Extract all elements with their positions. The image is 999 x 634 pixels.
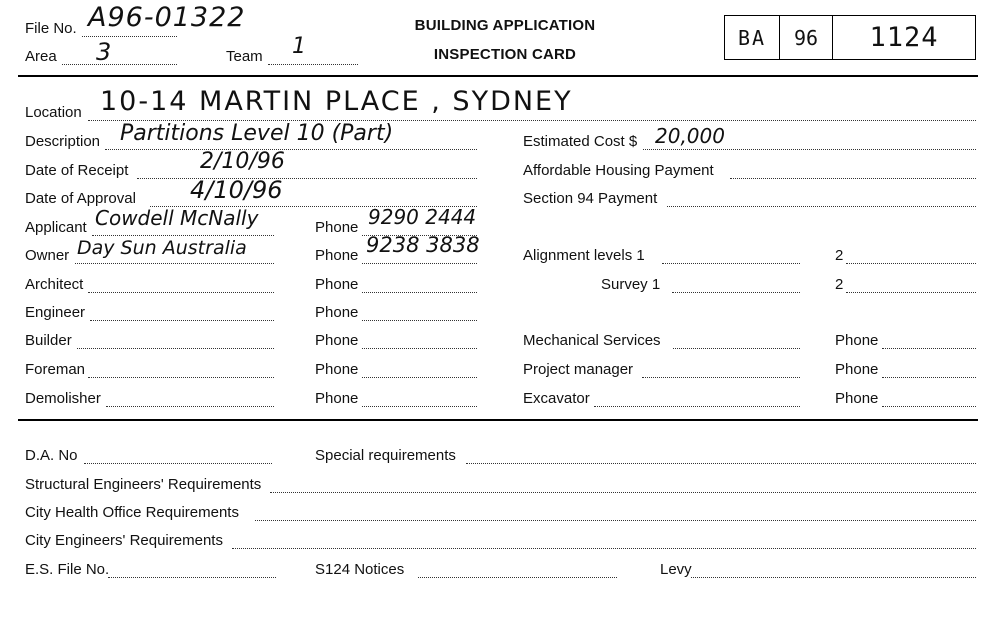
architect-label: Architect bbox=[25, 276, 84, 293]
ba-year: 96 bbox=[780, 16, 833, 59]
file-no-line bbox=[82, 36, 177, 37]
structural-label: Structural Engineers' Requirements bbox=[25, 476, 262, 493]
ba-prefix: BA bbox=[725, 16, 780, 59]
project-manager-phone-line bbox=[882, 377, 976, 378]
mechanical-phone-line bbox=[882, 348, 976, 349]
project-manager-line bbox=[642, 377, 800, 378]
alignment-line-1 bbox=[662, 263, 800, 264]
applicant-line bbox=[92, 235, 274, 236]
owner-phone-value: 9238 3838 bbox=[366, 233, 480, 257]
levy-label: Levy bbox=[660, 561, 692, 578]
city-engineers-label: City Engineers' Requirements bbox=[25, 532, 223, 549]
engineer-phone-label: Phone bbox=[315, 304, 359, 321]
date-approval-value: 4/10/96 bbox=[190, 176, 283, 204]
builder-label: Builder bbox=[25, 332, 72, 349]
excavator-phone-line bbox=[882, 406, 976, 407]
date-receipt-value: 2/10/96 bbox=[200, 149, 285, 174]
health-label: City Health Office Requirements bbox=[25, 504, 239, 521]
city-engineers-line bbox=[232, 548, 976, 549]
architect-line bbox=[88, 292, 274, 293]
mechanical-label: Mechanical Services bbox=[523, 332, 661, 349]
excavator-label: Excavator bbox=[523, 390, 590, 407]
header-divider bbox=[18, 75, 978, 77]
affordable-line bbox=[730, 178, 976, 179]
owner-phone-label: Phone bbox=[315, 247, 359, 264]
area-label: Area bbox=[25, 48, 57, 65]
special-requirements-label: Special requirements bbox=[315, 447, 456, 464]
description-label: Description bbox=[25, 133, 101, 150]
da-no-line bbox=[84, 463, 272, 464]
team-line bbox=[268, 64, 358, 65]
owner-phone-line bbox=[362, 263, 477, 264]
es-file-label: E.S. File No. bbox=[25, 561, 110, 578]
description-value: Partitions Level 10 (Part) bbox=[120, 121, 394, 146]
details-divider bbox=[18, 419, 978, 421]
survey-line-1 bbox=[672, 292, 800, 293]
ba-number-box bbox=[724, 15, 976, 60]
description-line bbox=[105, 149, 477, 150]
es-file-line bbox=[108, 577, 276, 578]
applicant-label: Applicant bbox=[25, 219, 87, 236]
estimated-cost-value: 20,000 bbox=[655, 124, 725, 148]
alignment-2-label: 2 bbox=[835, 247, 844, 264]
levy-line bbox=[691, 577, 976, 578]
excavator-phone-label: Phone bbox=[835, 390, 879, 407]
foreman-phone-line bbox=[362, 377, 477, 378]
survey-line-2 bbox=[846, 292, 976, 293]
applicant-phone-label: Phone bbox=[315, 219, 359, 236]
architect-phone-label: Phone bbox=[315, 276, 359, 293]
survey-label: Survey 1 bbox=[601, 276, 661, 293]
affordable-label: Affordable Housing Payment bbox=[523, 162, 714, 179]
applicant-phone-value: 9290 2444 bbox=[368, 205, 477, 229]
file-no-label: File No. bbox=[25, 20, 77, 37]
special-requirements-line bbox=[466, 463, 976, 464]
project-manager-label: Project manager bbox=[523, 361, 634, 378]
section94-line bbox=[667, 206, 976, 207]
file-no-value: A96-01322 bbox=[88, 2, 246, 33]
team-label: Team bbox=[226, 48, 263, 65]
team-value: 1 bbox=[292, 34, 306, 59]
date-receipt-line bbox=[137, 178, 477, 179]
engineer-phone-line bbox=[362, 320, 477, 321]
engineer-label: Engineer bbox=[25, 304, 86, 321]
builder-phone-label: Phone bbox=[315, 332, 359, 349]
section94-label: Section 94 Payment bbox=[523, 190, 658, 207]
alignment-label: Alignment levels 1 bbox=[523, 247, 645, 264]
location-label: Location bbox=[25, 104, 82, 121]
excavator-line bbox=[594, 406, 800, 407]
owner-label: Owner bbox=[25, 247, 70, 264]
da-no-label: D.A. No bbox=[25, 447, 78, 464]
demolisher-line bbox=[106, 406, 274, 407]
foreman-label: Foreman bbox=[25, 361, 86, 378]
area-line bbox=[62, 64, 177, 65]
owner-line bbox=[75, 263, 274, 264]
estimated-cost-label: Estimated Cost $ bbox=[523, 133, 638, 150]
foreman-line bbox=[88, 377, 274, 378]
survey-2-label: 2 bbox=[835, 276, 844, 293]
date-receipt-label: Date of Receipt bbox=[25, 162, 129, 179]
demolisher-phone-line bbox=[362, 406, 477, 407]
location-value: 10-14 MARTIN PLACE , SYDNEY bbox=[100, 86, 573, 117]
architect-phone-line bbox=[362, 292, 477, 293]
mechanical-phone-label: Phone bbox=[835, 332, 879, 349]
demolisher-phone-label: Phone bbox=[315, 390, 359, 407]
project-manager-phone-label: Phone bbox=[835, 361, 879, 378]
date-approval-label: Date of Approval bbox=[25, 190, 136, 207]
builder-phone-line bbox=[362, 348, 477, 349]
alignment-line-2 bbox=[846, 263, 976, 264]
area-value: 3 bbox=[96, 38, 112, 66]
estimated-cost-line bbox=[643, 149, 976, 150]
s124-label: S124 Notices bbox=[315, 561, 405, 578]
health-line bbox=[255, 520, 976, 521]
foreman-phone-label: Phone bbox=[315, 361, 359, 378]
card-title-line2: INSPECTION CARD bbox=[433, 46, 577, 63]
demolisher-label: Demolisher bbox=[25, 390, 101, 407]
mechanical-line bbox=[673, 348, 800, 349]
builder-line bbox=[77, 348, 274, 349]
engineer-line bbox=[90, 320, 274, 321]
structural-line bbox=[270, 492, 976, 493]
applicant-value: Cowdell McNally bbox=[95, 206, 259, 230]
card-title-line1: BUILDING APPLICATION bbox=[414, 17, 596, 34]
owner-value: Day Sun Australia bbox=[77, 237, 247, 259]
s124-line bbox=[418, 577, 617, 578]
ba-number: 1124 bbox=[869, 22, 939, 53]
